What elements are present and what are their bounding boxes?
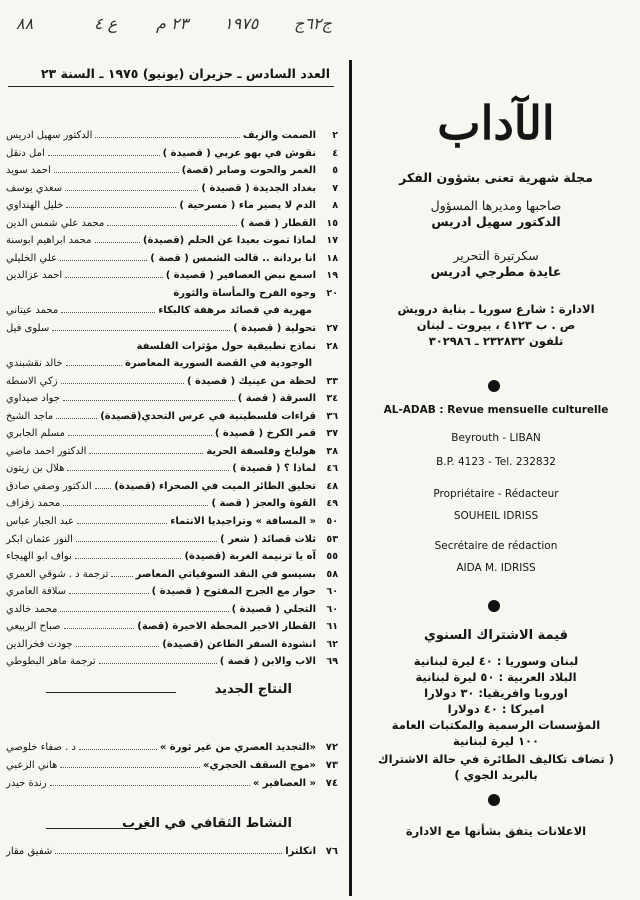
french-secretary-name: AIDA M. IDRISS (456, 562, 536, 574)
handwritten-note: ج٦٢ج (294, 14, 332, 33)
contents-column (6, 66, 338, 896)
dot-leader (50, 779, 250, 786)
page-number: ٤٨ (326, 480, 338, 492)
entry-title: نقوش في بهو عربي ( قصيدة ) (162, 147, 316, 159)
dot-leader (64, 622, 135, 629)
page-number: ٧٤ (325, 778, 338, 789)
toc-entry (6, 358, 338, 376)
dot-leader (66, 359, 122, 366)
entry-title: الغمر والحوت وصابر (قصة) (181, 165, 316, 177)
dot-leader (111, 570, 132, 577)
entry-author: الدكتور سهيل ادريس (6, 130, 93, 141)
dot-leader (52, 324, 230, 331)
toc-entry (6, 639, 338, 657)
bullet-dot (488, 380, 500, 392)
secretary-name: عايدة مطرجي ادريس (430, 264, 562, 279)
dot-leader (68, 429, 212, 436)
entry-title: حوار مع الجرح المفتوح ( قصيدة ) (151, 586, 316, 598)
entry-author: جودت فخرالدين (6, 638, 73, 650)
entry-title: نماذج تطبيقية حول مؤثرات الفلسفة (136, 340, 316, 352)
page-number: ٢ (332, 130, 338, 141)
page-number: ٢٠ (326, 287, 338, 299)
entry-title: «التجديد العصري من غير ثورة » (159, 742, 316, 753)
toc-entry (6, 235, 338, 253)
entry-title: القطار ( قصة ) (240, 217, 316, 229)
owner-label: صاحبها ومديرها المسؤول (430, 198, 562, 213)
toc-entry (6, 604, 338, 622)
entry-title: بغداد الجديدة ( قصيدة ) (201, 182, 316, 194)
toc-entry (6, 534, 338, 552)
page-number: ١٥ (326, 217, 338, 229)
subscription-line: ( تضاف تكاليف الطائرة في حالة الاشتراك (378, 752, 614, 766)
page-number: ١٧ (326, 235, 338, 247)
page-number: ٦٠ (326, 603, 338, 615)
entry-author: مسلم الجابري (6, 428, 65, 440)
toc-entry (6, 778, 338, 796)
entry-title: السرقة ( قصة ) (237, 393, 316, 405)
toc-entry (6, 270, 338, 288)
dot-leader (66, 201, 176, 208)
section-heading-cultural-activity: النشاط الثقافي في الغرب (122, 816, 292, 831)
entry-author: عبد الجبار عباس (6, 516, 75, 528)
advertising-note: الاعلانات يتفق بشأنها مع الادارة (405, 824, 587, 838)
toc-entry (6, 183, 338, 201)
page-number: ٥٠ (326, 516, 338, 528)
entry-title: « المسافة » وتراجيديا الانتماء (170, 516, 316, 528)
subscription-line: اميركا : ٤٠ دولارا (447, 702, 545, 716)
masthead-column (360, 58, 632, 896)
dot-leader (65, 184, 198, 191)
page-number: ١٨ (326, 252, 338, 264)
page-number: ٦٠ (326, 586, 338, 598)
toc-entry (6, 586, 338, 604)
bullet-dot (488, 794, 500, 806)
entry-title: قمر الكرخ ( قصيدة ) (214, 428, 316, 440)
dot-leader (56, 412, 97, 419)
entry-title: القوة والعجز ( قصة ) (211, 498, 316, 510)
page-number: ٦٩ (326, 656, 338, 668)
entry-title: مهرية في قصائد مرهفة كالبكاء (158, 305, 312, 317)
toc-entry (6, 411, 338, 429)
entry-author: محمد علي شمس الدين (6, 217, 105, 229)
entry-author: علي الخليلي (6, 252, 58, 264)
entry-title: قراءات فلسطينية في عرس التحدي(قصيدة) (100, 410, 316, 422)
entry-author: د . صفاء خلوصي (6, 742, 76, 753)
entry-author: الدكتور وصفي صادق (6, 480, 92, 492)
toc-entry (6, 165, 338, 183)
toc-entry (6, 393, 338, 411)
toc-entry (6, 428, 338, 446)
secretary-label: سكرتيرة التحرير (453, 248, 539, 263)
handwritten-note: ٨٨ (16, 14, 34, 33)
dot-leader (60, 761, 200, 768)
handwritten-annotations (16, 6, 356, 40)
entry-title: لماذا ؟ ( قصيدة ) (232, 463, 316, 475)
entry-title: لحظة من عينيك ( قصيدة ) (186, 375, 316, 387)
page-number: ٥٥ (326, 551, 338, 563)
subscription-line: البلاد العربية : ٥٠ ليرة لبنانية (415, 670, 577, 684)
entry-title: التجلي ( قصيدة ) (231, 603, 316, 615)
dot-leader (95, 482, 112, 489)
french-secretary-label: Secrétaire de rédaction (434, 540, 558, 552)
entry-title: الاب والابن ( قصة ) (219, 656, 316, 668)
french-po-box: B.P. 4123 - Tel. 232832 (436, 456, 556, 468)
toc-entry (6, 656, 338, 674)
toc-entry (6, 253, 338, 271)
entry-author: النور عثمان ابكر (6, 533, 73, 545)
table-of-contents (6, 130, 338, 674)
entry-title: لماذا تموت بعيدا عن الحلم (قصيدة) (142, 235, 316, 247)
dot-leader (63, 394, 235, 401)
toc-entry (6, 516, 338, 534)
page-number: ٢٨ (326, 340, 338, 352)
cultural-activity-list (6, 846, 338, 864)
page-number: ٧٣ (325, 760, 338, 771)
page-number: ٥ (332, 165, 338, 177)
entry-title: انشودة السفر الطاعن (قصيدة) (162, 638, 316, 650)
toc-entry (6, 148, 338, 166)
handwritten-note: ١٩٧٥ (224, 14, 259, 33)
dot-leader (89, 447, 203, 454)
entry-author: احمد عزالدين (6, 270, 63, 282)
subscription-line: اوروبا وافريقيا: ٣٠ دولارا (424, 686, 568, 700)
toc-entry (6, 446, 338, 464)
entry-title: الصمت والزيف (242, 130, 316, 141)
toc-entry (6, 551, 338, 569)
entry-title: ثلاث قصائد ( شعر ) (220, 533, 316, 545)
dot-leader (79, 743, 157, 750)
magazine-logo: الآداب (437, 96, 555, 150)
page-number: ٣٧ (326, 428, 338, 440)
handwritten-note: ع ٤ (94, 14, 118, 33)
entry-author: سعدي يوسف (6, 182, 63, 194)
entry-title: آه يا ترنيمة الغربة (قصيدة) (184, 551, 316, 563)
page-number: ٣٤ (326, 393, 338, 405)
page-number: ٥٣ (326, 533, 338, 545)
subscription-line: ١٠٠ ليرة لبنانية (452, 734, 540, 748)
toc-entry (6, 846, 338, 864)
dot-leader (61, 377, 184, 384)
subscription-heading: قيمة الاشتراك السنوي (423, 628, 569, 643)
toc-entry (6, 288, 338, 306)
entry-title: تحولية ( قصيدة ) (233, 323, 316, 335)
bullet-dot (488, 600, 500, 612)
dot-leader (60, 254, 147, 261)
entry-author: محمد خالدي (6, 603, 58, 615)
toc-entry (6, 130, 338, 148)
dot-leader (55, 847, 282, 854)
address-line: الادارة : شارع سوريا ـ بناية درويش (397, 302, 595, 316)
section-rule (46, 692, 176, 693)
toc-entry (6, 569, 338, 587)
subscription-line: لبنان وسوريا : ٤٠ ليرة لبنانية (413, 654, 579, 668)
subscription-line: بالبريد الجوي ) (454, 768, 538, 782)
page-number: ٤٦ (326, 463, 338, 475)
entry-title: « العصافير » (252, 778, 316, 789)
toc-entry (6, 498, 338, 516)
french-title: AL-ADAB : Revue mensuelle culturelle (383, 404, 609, 416)
entry-title: القطار الاخير المحطة الاخيرة (قصة) (137, 621, 316, 633)
dot-leader (48, 149, 160, 156)
entry-author: رندة حيدر (6, 778, 47, 789)
page-number: ٤ (332, 147, 338, 159)
dot-leader (76, 640, 160, 647)
dot-leader (60, 605, 228, 612)
dot-leader (99, 657, 217, 664)
address-line: ص . ب ٤١٢٣ ، بيروت ـ لبنان (416, 318, 576, 332)
dot-leader (67, 464, 229, 471)
toc-entry (6, 376, 338, 394)
entry-author: احمد سويد (6, 165, 51, 177)
entry-title: تحليق الطائر الميت في الصحراء (قصيدة) (114, 480, 316, 492)
toc-entry (6, 323, 338, 341)
page-number: ٣٣ (326, 375, 338, 387)
entry-author: محمد زفزاف (6, 498, 61, 510)
dot-leader (107, 219, 237, 226)
entry-title: الدم لا يصير ماء ( مسرحية ) (179, 200, 316, 212)
page-number: ٢٧ (326, 323, 338, 335)
page-number: ٦٢ (326, 638, 338, 650)
issue-line: العدد السادس ـ حزيران (يونيو) ١٩٧٥ ـ السنة ٢٣ (40, 66, 330, 81)
address-line: تلفون ٢٣٢٨٣٢ ـ ٣٠٢٩٨٦ (428, 334, 564, 348)
entry-author: زكي الاسطه (6, 375, 58, 387)
entry-author: شفيق مقار (6, 846, 53, 857)
page-number: ٥٨ (326, 568, 338, 580)
dot-leader (69, 587, 149, 594)
french-city: Beyrouth - LIBAN (451, 432, 541, 444)
entry-author: الدكتور احمد ماضي (6, 445, 87, 457)
page-number: ٦١ (326, 621, 338, 633)
entry-title: هولباخ وفلسفة الحرية (206, 445, 316, 457)
entry-author: سلوى فيل (6, 323, 50, 335)
toc-entry (6, 463, 338, 481)
entry-author: صباح الربيعي (6, 621, 61, 633)
section-heading-new-production: النتاج الجديد (214, 682, 292, 697)
entry-author: خالد نقشبندي (6, 358, 63, 370)
entry-author: محمد ابراهيم ابوسنة (6, 235, 92, 247)
french-owner-label: Propriétaire - Rédacteur (433, 488, 559, 500)
entry-author: ترجمة د . شوقي العمري (6, 568, 109, 580)
page-number: ٧٦ (325, 846, 338, 857)
entry-author: محمد عيتاني (6, 305, 59, 317)
tagline: مجلة شهرية تعنى بشؤون الفكر (399, 170, 593, 185)
entry-title: بسيسو في النقد السوفياتي المعاصر (135, 568, 316, 580)
column-divider (349, 60, 352, 896)
french-owner-name: SOUHEIL IDRISS (453, 510, 539, 522)
entry-author: امل دنقل (6, 147, 45, 159)
page-number: ٨ (332, 200, 338, 212)
issue-underline (8, 86, 334, 87)
page-number: ٤٩ (326, 498, 338, 510)
toc-entry (6, 742, 338, 760)
toc-entry (6, 305, 338, 323)
page-number: ٧ (332, 182, 338, 194)
subscription-line: المؤسسات الرسمية والمكتبات العامة (391, 718, 601, 732)
handwritten-note: ٢٣ م (156, 14, 189, 33)
dot-leader (61, 306, 155, 313)
dot-leader (76, 535, 217, 542)
toc-entry (6, 621, 338, 639)
toc-entry (6, 760, 338, 778)
page-number: ٣٦ (326, 410, 338, 422)
page-number: ١٩ (326, 270, 338, 282)
toc-entry (6, 218, 338, 236)
entry-title: «موج السقف الحجري» (203, 760, 316, 771)
new-production-list (6, 742, 338, 796)
dot-leader (95, 131, 240, 138)
entry-title: الوجودية في القصة السورية المعاصرة (124, 358, 312, 370)
dot-leader (65, 271, 163, 278)
dot-leader (54, 166, 179, 173)
page-number: ٣٨ (326, 445, 338, 457)
dot-leader (95, 236, 140, 243)
entry-title: انا بردانة .. قالت الشمس ( قصة ) (150, 252, 316, 264)
entry-title: اسمع نبض العصافير ( قصيدة ) (165, 270, 316, 282)
page-number: ٧٢ (325, 742, 338, 753)
entry-author: ترجمة ماهر البطوطي (6, 656, 96, 668)
entry-author: هاني الزعبي (6, 760, 58, 771)
toc-entry (6, 481, 338, 499)
entry-author: خليل الهنداوي (6, 200, 64, 212)
owner-name: الدكتور سهيل ادريس (431, 214, 561, 229)
entry-title: وجوه الفرح والمأساة والثورة (173, 287, 316, 299)
toc-entry (6, 341, 338, 359)
entry-author: سلافة العامري (6, 586, 67, 598)
entry-title: انكلترا (285, 846, 316, 857)
entry-author: نواف ابو الهيجاء (6, 551, 72, 563)
dot-leader (77, 517, 167, 524)
dot-leader (75, 552, 182, 559)
entry-author: ماجد الشيخ (6, 410, 54, 422)
dot-leader (63, 499, 208, 506)
entry-author: هلال بن زيتون (6, 463, 65, 475)
toc-entry (6, 200, 338, 218)
entry-author: جواد صيداوي (6, 393, 60, 405)
